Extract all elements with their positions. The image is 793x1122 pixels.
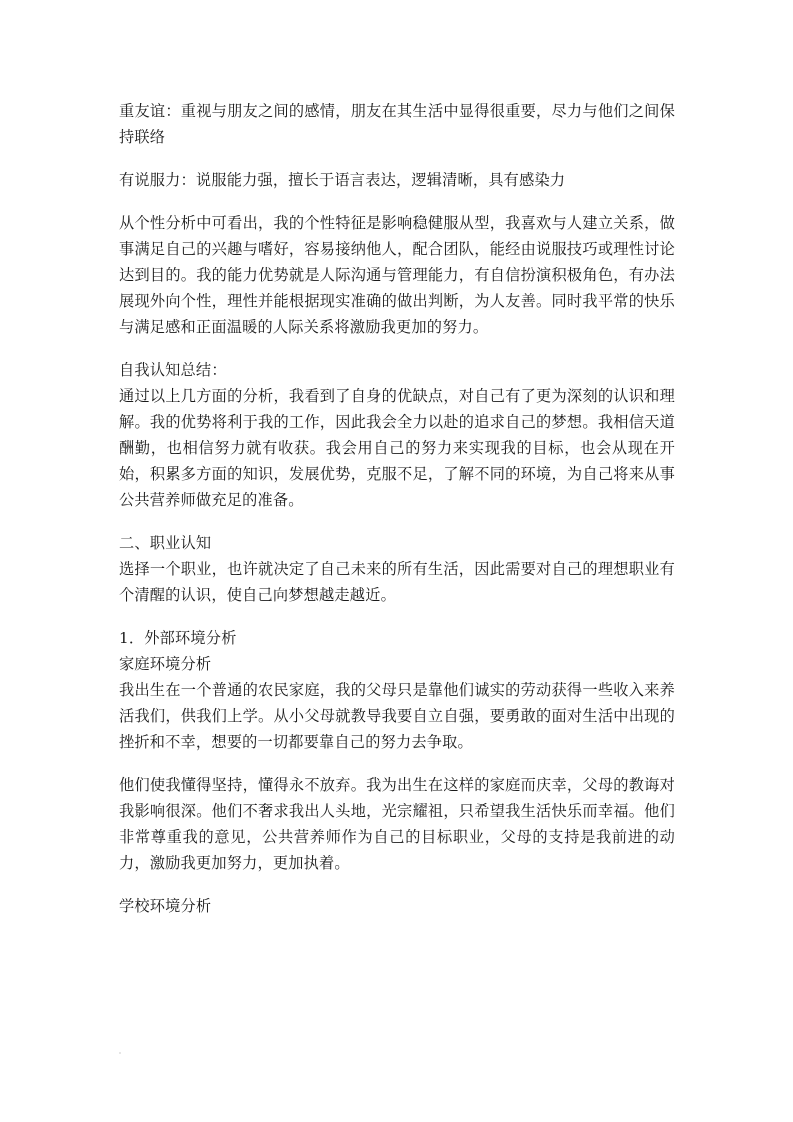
- paragraph-personality-analysis: 从个性分析中可看出，我的个性特征是影响稳健服从型，我喜欢与人建立关系，做事满足自己的兴趣与嗜好，容易接纳他人，配合团队，能经由说服技巧或理性讨论达到目的。我的能力优势就是人际沟通与管理能力，有自信扮演积极角色，有办法展现外向个性，理性并能根据现实准确的做出判断，为人友善。同时我平常的快乐与满足感和正面温暖的人际关系将激励我更加的努力。: [119, 214, 675, 336]
- footer-mark: [119, 1052, 121, 1054]
- paragraph-career-intro: 选择一个职业，也许就决定了自己未来的所有生活，因此需要对自己的理想职业有个清醒的认识，使自己向梦想越走越近。: [119, 560, 675, 604]
- heading-family-environment: 家庭环境分析: [119, 655, 212, 673]
- heading-school-environment: 学校环境分析: [119, 897, 212, 915]
- document-body: [119, 98, 675, 919]
- paragraph-friendship: 重友谊：重视与朋友之间的感情，朋友在其生活中显得很重要，尽力与他们之间保持联络: [119, 102, 675, 146]
- paragraph-family-2: 他们使我懂得坚持，懂得永不放弃。我为出生在这样的家庭而庆幸，父母的教诲对我影响很深。他们不奢求我出人头地，光宗耀祖，只希望我生活快乐而幸福。他们非常尊重我的意见，公共营养师作为自己的目标职业，父母的支持是我前进的动力，激励我更加努力，更加执着。: [119, 776, 675, 872]
- paragraph-persuasion: 有说服力：说服能力强，擅长于语言表达，逻辑清晰，具有感染力: [119, 171, 566, 189]
- paragraph-family-1: 我出生在一个普通的农民家庭，我的父母只是靠他们诚实的劳动获得一些收入来养活我们，供我们上学。从小父母就教导我要自立自强，要勇敢的面对生活中出现的挫折和不幸，想要的一切都要靠自己的努力去争取。: [119, 681, 675, 751]
- heading-career-cognition: 二、职业认知: [119, 534, 212, 552]
- paragraph-self-summary: 通过以上几方面的分析，我看到了自身的优缺点，对自己有了更为深刻的认识和理解。我的优势将利于我的工作，因此我会全力以赴的追求自己的梦想。我相信天道酬勤，也相信努力就有收获。我会用自己的努力来实现我的目标，也会从现在开始，积累多方面的知识，发展优势，克服不足，了解不同的环境，为自己将来从事公共营养师做充足的准备。: [119, 387, 675, 509]
- heading-external-environment: 1．外部环境分析: [119, 629, 237, 647]
- heading-self-summary: 自我认知总结：: [119, 361, 227, 379]
